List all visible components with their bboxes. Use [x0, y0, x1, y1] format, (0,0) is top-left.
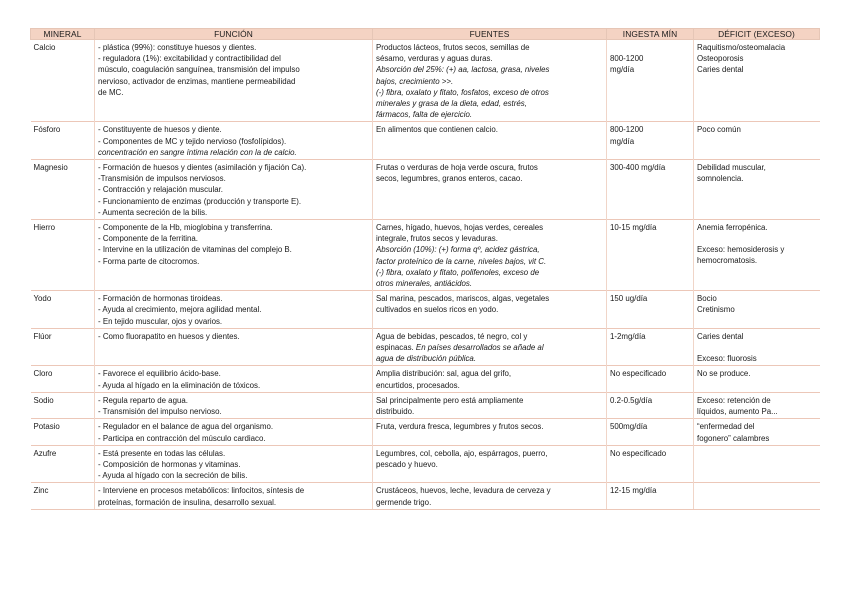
minerals-table	[30, 28, 820, 510]
funcion-line: nervioso, activador de enzimas, mantiene permeabilidad	[98, 76, 296, 86]
deficit-cell	[694, 122, 820, 160]
deficit-line: Anemia ferropénica.	[697, 223, 768, 233]
funcion-line: - Componente de la ferritina.	[98, 234, 199, 244]
funcion-cell	[95, 392, 373, 418]
deficit-cell	[694, 392, 820, 418]
fuentes-line: (-) fibra, oxalato y fitato, polifenoles, exceso de	[376, 267, 540, 277]
funcion-cell	[95, 483, 373, 509]
fuentes-line: secos, legumbres, granos enteros, cacao.	[376, 174, 523, 184]
deficit-line: Cretinismo	[697, 305, 735, 315]
deficit-line: Osteoporosis	[697, 54, 744, 64]
fuentes-line: Crustáceos, huevos, leche, levadura de cerveza y	[376, 486, 551, 496]
fuentes-line: distribuido.	[376, 407, 415, 417]
fuentes-cell	[373, 328, 607, 366]
mineral-cell: Potasio	[31, 419, 95, 445]
fuentes-cell	[373, 419, 607, 445]
funcion-cell	[95, 445, 373, 483]
mineral-cell: Magnesio	[31, 160, 95, 220]
funcion-line: - Ayuda al crecimiento, mejora agilidad mental.	[98, 305, 262, 315]
fuentes-line: Sal marina, pescados, mariscos, algas, vegetales	[376, 294, 550, 304]
funcion-cell	[95, 291, 373, 329]
mineral-cell: Flúor	[31, 328, 95, 366]
ingesta-cell	[607, 122, 694, 160]
fuentes-line: Sal principalmente pero está ampliamente	[376, 395, 524, 405]
funcion-line: - Participa en contracción del músculo cardiaco.	[98, 433, 266, 443]
deficit-cell	[694, 328, 820, 366]
ingesta-line: 800-1200	[610, 54, 644, 63]
mineral-cell: Sodio	[31, 392, 95, 418]
table-row	[31, 40, 820, 122]
deficit-line: Bocio	[697, 294, 717, 304]
funcion-line: - Intervine en la utilización de vitaminas del complejo B.	[98, 245, 292, 255]
fuentes-line: Carnes, hígado, huevos, hojas verdes, cereales	[376, 223, 544, 233]
deficit-cell	[694, 291, 820, 329]
deficit-line: somnolencia.	[697, 174, 744, 184]
fuentes-cell	[373, 366, 607, 392]
fuentes-line: Agua de bebidas, pescados, té negro, col y	[376, 331, 528, 341]
ingesta-line: 10-15 mg/día	[610, 223, 657, 233]
ingesta-line: 500mg/día	[610, 422, 648, 432]
deficit-cell	[694, 419, 820, 445]
funcion-line: - Formación de huesos y dientes (asimilación y fijación Ca).	[98, 163, 307, 173]
funcion-cell	[95, 220, 373, 291]
fuentes-cell	[373, 40, 607, 122]
deficit-line: Exceso: hemosiderosis y	[697, 245, 785, 255]
fuentes-line: Fruta, verdura fresca, legumbres y frutos secos.	[376, 422, 544, 432]
table-row	[31, 483, 820, 509]
ingesta-cell	[607, 483, 694, 509]
fuentes-line: En alimentos que contienen calcio.	[376, 125, 498, 135]
fuentes-cell	[373, 483, 607, 509]
ingesta-line: mg/día	[610, 65, 635, 75]
header-ingesta: INGESTA MÍN	[607, 29, 694, 40]
fuentes-line: fármacos, falta de ejercicio.	[376, 110, 473, 120]
deficit-line: líquidos, aumento Pa...	[697, 407, 778, 417]
fuentes-cell	[373, 160, 607, 220]
header-fuentes: FUENTES	[373, 29, 607, 40]
deficit-line: Exceso: fluorosis	[697, 354, 757, 364]
funcion-line: - Componente de la Hb, mioglobina y transferrina.	[98, 223, 273, 233]
header-mineral: MINERAL	[31, 29, 95, 40]
ingesta-cell	[607, 366, 694, 392]
ingesta-line: 0.2-0.5g/día	[610, 395, 653, 405]
table-header	[31, 29, 820, 40]
ingesta-line: No especificado	[610, 369, 667, 379]
deficit-line	[697, 233, 817, 244]
fuentes-line: Absorción (10%): (+) forma qº, acidez gástrica,	[376, 245, 540, 255]
deficit-line: Caries dental	[697, 65, 744, 75]
funcion-line: - Interviene en procesos metabólicos: linfocitos, síntesis de	[98, 486, 305, 496]
deficit-line: Exceso: retención de	[697, 395, 771, 405]
funcion-cell	[95, 328, 373, 366]
fuentes-line: Absorción del 25%: (+) aa, lactosa, grasa, niveles	[376, 65, 550, 75]
funcion-line: - reguladora (1%): excitabilidad y contractibilidad del	[98, 54, 281, 64]
ingesta-line: 1-2mg/día	[610, 331, 646, 341]
header-funcion: FUNCIÓN	[95, 29, 373, 40]
fuentes-line: germende trigo.	[376, 497, 432, 507]
ingesta-cell	[607, 291, 694, 329]
funcion-line: - Formación de hormonas tiroideas.	[98, 294, 223, 304]
funcion-line: - Componentes de MC y tejido nervioso (fosfolípidos).	[98, 136, 287, 146]
funcion-line: - Favorece el equilibrio ácido-base.	[98, 369, 221, 379]
mineral-cell: Calcio	[31, 40, 95, 122]
ingesta-cell	[607, 328, 694, 366]
ingesta-line: No especificado	[610, 448, 667, 458]
fuentes-line: Productos lácteos, frutos secos, semillas de	[376, 43, 530, 52]
funcion-line: proteínas, formación de insulina, desarrollo sexual.	[98, 497, 277, 507]
table-row	[31, 291, 820, 329]
fuentes-line: integrale, frutos secos y levaduras.	[376, 234, 498, 244]
fuentes-text-italic: En países desarrollados se añade al	[413, 343, 544, 353]
table-row	[31, 122, 820, 160]
table-body	[31, 40, 820, 510]
mineral-cell: Hierro	[31, 220, 95, 291]
fuentes-line: (-) fibra, oxalato y fitato, fosfatos, exceso de otros	[376, 87, 549, 97]
funcion-line: - plástica (99%): constituye huesos y dientes.	[98, 43, 257, 52]
fuentes-text: espinacas.	[376, 343, 414, 353]
funcion-line: - Ayuda al hígado con la secreción de bilis.	[98, 471, 248, 481]
funcion-line: - En tejido muscular, ojos y ovarios.	[98, 316, 223, 326]
fuentes-line: encurtidos, procesados.	[376, 380, 460, 390]
deficit-line: No se produce.	[697, 369, 751, 379]
mineral-cell: Yodo	[31, 291, 95, 329]
ingesta-cell	[607, 445, 694, 483]
table-row	[31, 419, 820, 445]
funcion-line: - Forma parte de citocromos.	[98, 256, 200, 266]
mineral-cell: Fósforo	[31, 122, 95, 160]
ingesta-cell	[607, 419, 694, 445]
deficit-line: fogonero” calambres	[697, 433, 770, 443]
fuentes-line: cultivados en suelos ricos en yodo.	[376, 305, 499, 315]
fuentes-line: bajos, crecimiento >>.	[376, 76, 454, 86]
fuentes-cell	[373, 122, 607, 160]
deficit-line: Poco común	[697, 125, 741, 135]
header-deficit: DÉFICIT (EXCESO)	[694, 29, 820, 40]
fuentes-line: Frutas o verduras de hoja verde oscura, frutos	[376, 163, 538, 173]
ingesta-line: 12-15 mg/día	[610, 486, 657, 496]
ingesta-cell	[607, 40, 694, 122]
mineral-cell: Zinc	[31, 483, 95, 509]
ingesta-line	[610, 42, 690, 53]
table-row	[31, 328, 820, 366]
fuentes-line	[376, 342, 603, 353]
funcion-cell	[95, 366, 373, 392]
ingesta-line: mg/día	[610, 136, 635, 146]
funcion-cell	[95, 419, 373, 445]
funcion-line: - Transmisión del impulso nervioso.	[98, 407, 222, 417]
ingesta-cell	[607, 160, 694, 220]
fuentes-line: Legumbres, col, cebolla, ajo, espárragos, puerro,	[376, 448, 548, 458]
ingesta-cell	[607, 220, 694, 291]
fuentes-cell	[373, 220, 607, 291]
deficit-line: “enfermedad del	[697, 422, 755, 432]
ingesta-line: 150 ug/día	[610, 294, 648, 304]
deficit-cell	[694, 483, 820, 509]
mineral-cell: Cloro	[31, 366, 95, 392]
deficit-line: hemocromatosis.	[697, 256, 758, 266]
deficit-line: Debilidad muscular,	[697, 163, 766, 173]
mineral-cell: Azufre	[31, 445, 95, 483]
funcion-line: - Como fluorapatito en huesos y dientes.	[98, 331, 240, 341]
deficit-line	[697, 342, 817, 353]
funcion-cell	[95, 160, 373, 220]
fuentes-line: factor proteínico de la carne, niveles bajos, vit C.	[376, 256, 547, 266]
table-row	[31, 160, 820, 220]
funcion-line: - Ayuda al hígado en la eliminación de tóxicos.	[98, 380, 261, 390]
fuentes-line: agua de distribución pública.	[376, 354, 477, 364]
funcion-line: - Funcionamiento de enzimas (producción y transporte E).	[98, 196, 302, 206]
table-row	[31, 392, 820, 418]
funcion-cell	[95, 40, 373, 122]
fuentes-line: otros minerales, antiácidos.	[376, 279, 473, 289]
deficit-cell	[694, 40, 820, 122]
funcion-line: - Aumenta secreción de la bilis.	[98, 207, 208, 217]
ingesta-line: 300-400 mg/día	[610, 163, 666, 173]
funcion-line: concentración en sangre íntima relación con la de calcio.	[98, 147, 297, 157]
funcion-cell	[95, 122, 373, 160]
fuentes-line: pescado y huevo.	[376, 459, 438, 469]
funcion-line: - Regulador en el balance de agua del organismo.	[98, 422, 274, 432]
funcion-line: de MC.	[98, 87, 124, 97]
funcion-line: - Constituyente de huesos y diente.	[98, 125, 222, 135]
funcion-line: -Transmisión de impulsos nerviosos.	[98, 174, 226, 184]
funcion-line: músculo, coagulación sanguínea, transmisión del impulso	[98, 65, 300, 75]
fuentes-line: minerales y grasa de la dieta, edad, estrés,	[376, 99, 527, 109]
fuentes-cell	[373, 392, 607, 418]
ingesta-cell	[607, 392, 694, 418]
ingesta-line: 800-1200	[610, 125, 644, 135]
deficit-cell	[694, 366, 820, 392]
deficit-cell	[694, 220, 820, 291]
funcion-line: - Está presente en todas las células.	[98, 448, 226, 458]
funcion-line: - Regula reparto de agua.	[98, 395, 188, 405]
table-row	[31, 445, 820, 483]
table-row	[31, 366, 820, 392]
fuentes-line: Amplia distribución: sal, agua del grifo,	[376, 369, 512, 379]
fuentes-cell	[373, 291, 607, 329]
deficit-cell	[694, 160, 820, 220]
deficit-line: Raquitismo/osteomalacia	[697, 43, 786, 52]
fuentes-cell	[373, 445, 607, 483]
table-row	[31, 220, 820, 291]
deficit-cell	[694, 445, 820, 483]
funcion-line: - Composición de hormonas y vitaminas.	[98, 459, 241, 469]
deficit-line: Caries dental	[697, 331, 744, 341]
fuentes-line: sésamo, verduras y aguas duras.	[376, 54, 493, 64]
funcion-line: - Contracción y relajación muscular.	[98, 185, 223, 195]
